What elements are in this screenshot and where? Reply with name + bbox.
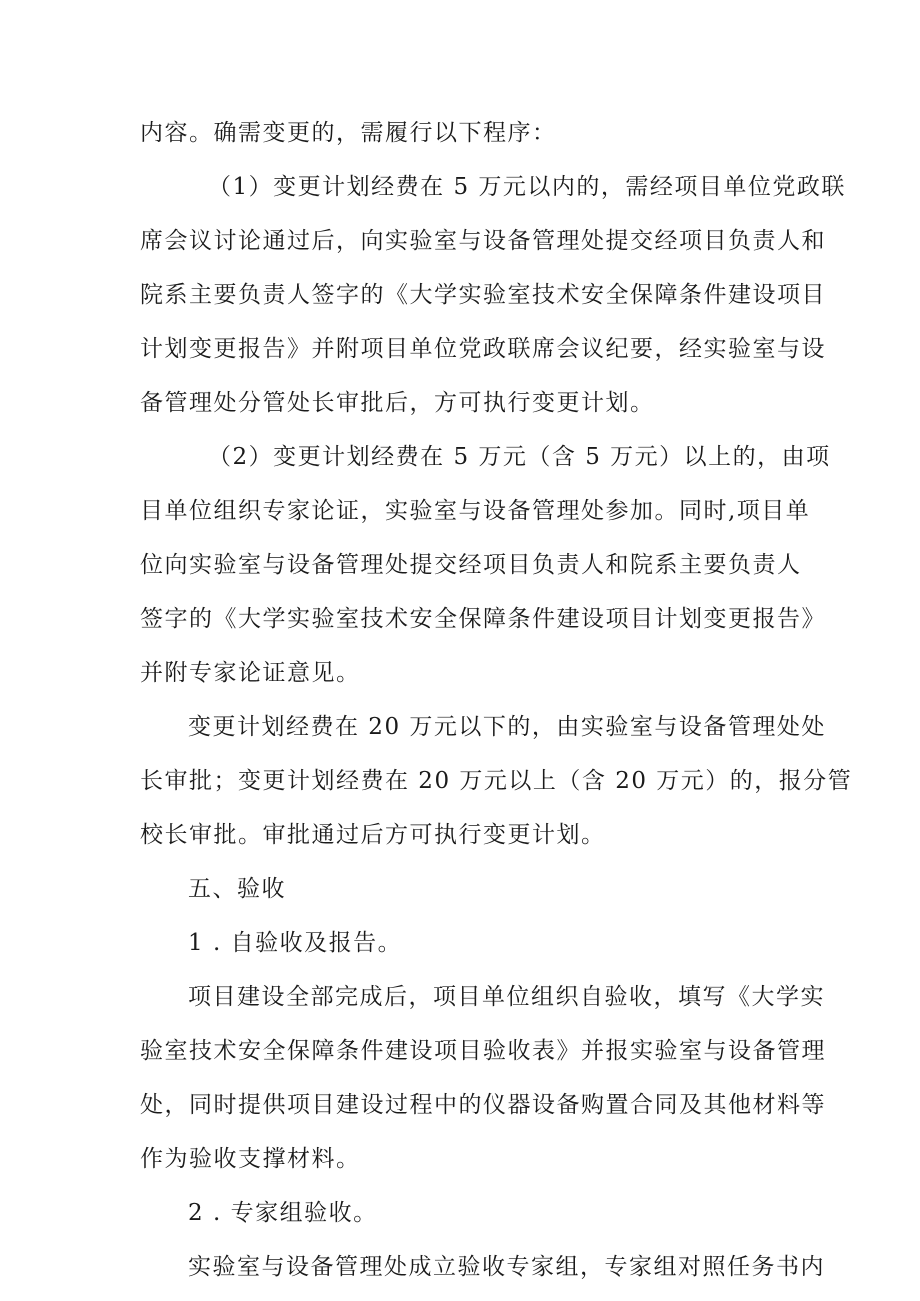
text-line: 备管理处分管处长审批后，方可执行变更计划。 — [140, 390, 655, 416]
text-line: 校长审批。审批通过后方可执行变更计划。 — [140, 822, 606, 848]
text-line: 并附专家论证意见。 — [140, 660, 361, 686]
text-line: 签字的《大学实验室技术安全保障条件建设项目计划变更报告》 — [140, 606, 826, 632]
text-line: 实验室与设备管理处成立验收专家组，专家组对照任务书内 — [188, 1254, 825, 1280]
text-line: 位向实验室与设备管理处提交经项目负责人和院系主要负责人 — [140, 552, 802, 578]
text-line: 内容。确需变更的，需履行以下程序： — [140, 120, 557, 146]
text-line: 目单位组织专家论证，实验室与设备管理处参加。同时,项目单 — [140, 498, 811, 524]
text-line: 变更计划经费在 20 万元以下的，由实验室与设备管理处处 — [188, 714, 826, 740]
text-line: 处，同时提供项目建设过程中的仪器设备购置合同及其他材料等 — [140, 1092, 826, 1118]
text-line: 项目建设全部完成后，项目单位组织自验收，填写《大学实 — [188, 984, 825, 1010]
text-line: 席会议讨论通过后，向实验室与设备管理处提交经项目负责人和 — [140, 228, 826, 254]
text-line: 作为验收支撑材料。 — [140, 1146, 361, 1172]
text-line: 长审批；变更计划经费在 20 万元以上（含 20 万元）的，报分管 — [140, 768, 853, 794]
text-line: 验室技术安全保障条件建设项目验收表》并报实验室与设备管理 — [140, 1038, 826, 1064]
text-line: （2）变更计划经费在 5 万元（含 5 万元）以上的，由项 — [208, 444, 831, 470]
section-heading: 五、验收 — [188, 876, 286, 902]
subsection-heading: 1 . 自验收及报告。 — [188, 930, 403, 956]
text-line: （1）变更计划经费在 5 万元以内的，需经项目单位党政联 — [208, 174, 846, 200]
text-line: 院系主要负责人签字的《大学实验室技术安全保障条件建设项目 — [140, 282, 826, 308]
subsection-heading: 2 . 专家组验收。 — [188, 1200, 378, 1226]
text-line: 计划变更报告》并附项目单位党政联席会议纪要，经实验室与设 — [140, 336, 826, 362]
